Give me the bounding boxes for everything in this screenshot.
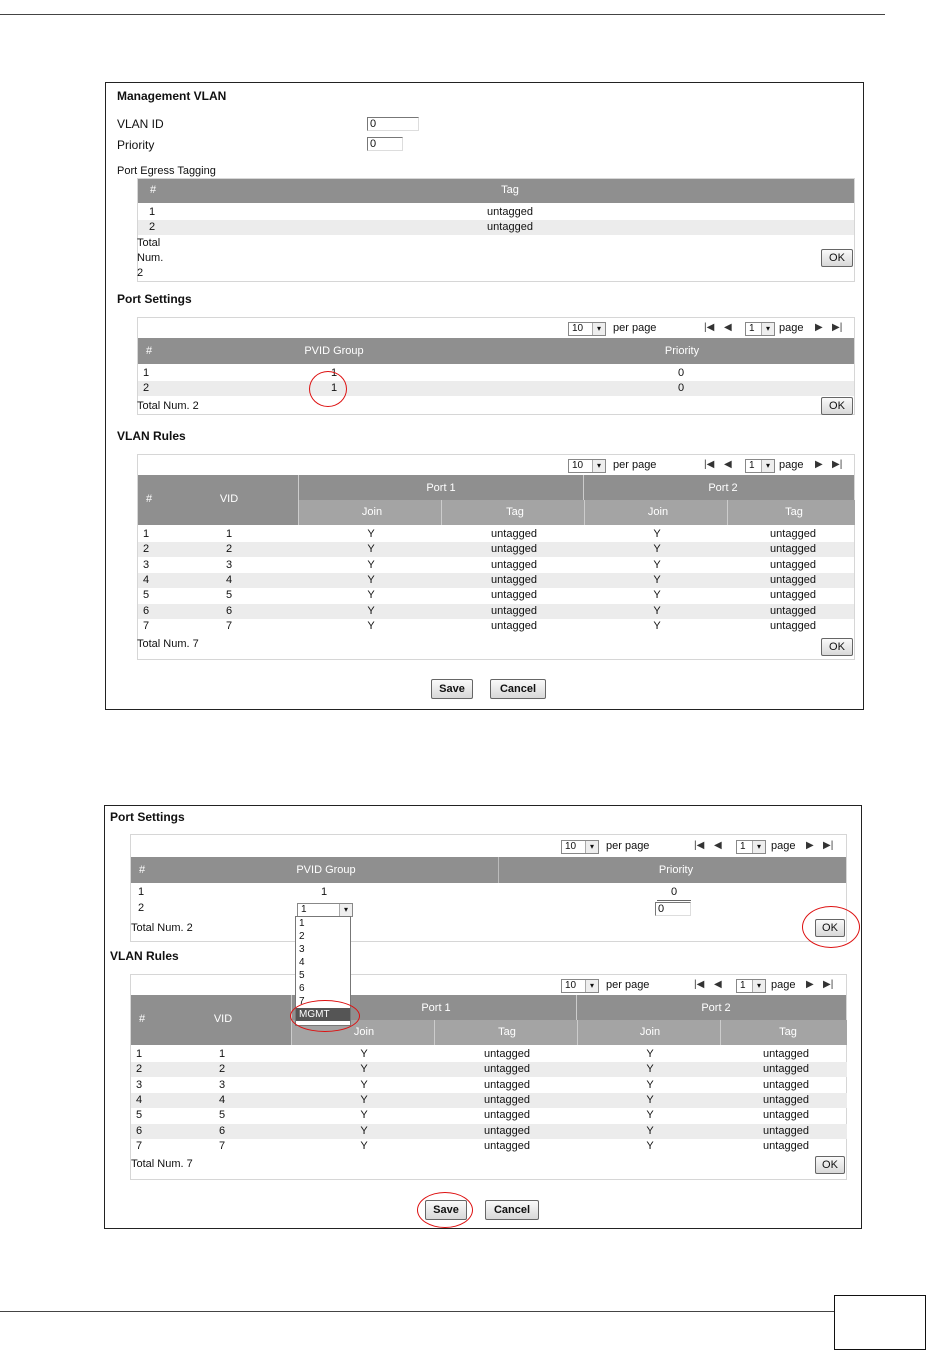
cell: untagged xyxy=(763,1048,809,1060)
first-page-icon[interactable]: |◀ xyxy=(704,459,715,470)
cell: untagged xyxy=(491,558,537,571)
header-rule xyxy=(0,14,885,15)
cell: 2 xyxy=(138,902,145,914)
cell: 6 xyxy=(225,604,233,617)
rules-header-num: # xyxy=(145,493,153,505)
cell: untagged xyxy=(491,604,537,617)
cell: 5 xyxy=(143,589,150,602)
cell: Y xyxy=(646,1124,654,1137)
vlan-rules-table xyxy=(137,454,855,660)
rules-sub-join2: Join xyxy=(647,506,669,518)
cell: untagged xyxy=(770,604,816,617)
cell: 1 xyxy=(143,528,150,540)
table-row xyxy=(138,619,854,634)
highlight-circle xyxy=(309,371,347,407)
cell: 1 xyxy=(136,1048,143,1060)
egress-total: Total Num. 2 xyxy=(137,237,164,279)
cell: Y xyxy=(367,558,375,571)
rules-subheader xyxy=(298,500,855,525)
cell: untagged xyxy=(763,1078,809,1091)
cell: untagged xyxy=(491,528,537,540)
dropdown-option[interactable]: 5 xyxy=(299,970,305,981)
cell: 2 xyxy=(136,1063,143,1076)
port-settings-table xyxy=(137,317,855,415)
cell: untagged xyxy=(763,1124,809,1137)
rules-sub-join2: Join xyxy=(639,1026,661,1038)
port-header xyxy=(138,338,854,364)
cell: Y xyxy=(367,604,375,617)
cell: untagged xyxy=(770,573,816,586)
port-settings-title: Port Settings xyxy=(110,810,185,824)
port-header xyxy=(131,857,846,883)
page-number-box xyxy=(834,1295,926,1350)
vlan-rules-title: VLAN Rules xyxy=(110,949,179,963)
cell: 0 xyxy=(670,886,678,898)
cell: 2 xyxy=(149,221,156,233)
save-button[interactable]: Save xyxy=(425,1200,467,1220)
first-page-icon[interactable]: |◀ xyxy=(704,322,715,333)
rules-sub-join1: Join xyxy=(353,1026,375,1038)
cell: untagged xyxy=(484,1109,530,1122)
port-ok-button[interactable]: OK xyxy=(815,919,845,937)
cell: 1 xyxy=(330,382,338,394)
cell: Y xyxy=(653,589,661,602)
table-row xyxy=(138,542,854,557)
cell: 6 xyxy=(143,604,150,617)
rules-header-vid: VID xyxy=(213,1013,233,1025)
per-page-label: per page xyxy=(613,322,657,334)
table-row xyxy=(138,205,854,220)
per-page-select[interactable]: 10 ▾ xyxy=(568,459,606,473)
table-row xyxy=(138,220,854,235)
cell: Y xyxy=(360,1063,368,1076)
cell: 3 xyxy=(225,558,233,571)
cell: 7 xyxy=(225,619,233,632)
next-page-icon[interactable]: ▶ xyxy=(806,979,814,990)
cancel-button[interactable]: Cancel xyxy=(490,679,546,699)
cell: Y xyxy=(367,619,375,632)
cell: Y xyxy=(360,1048,368,1060)
cell: untagged xyxy=(487,206,533,218)
priority-input[interactable]: 0 xyxy=(655,902,691,916)
cell: 0 xyxy=(677,382,685,394)
rules-header-vid: VID xyxy=(219,493,239,505)
last-page-icon[interactable]: ▶| xyxy=(832,459,843,470)
dropdown-option[interactable]: 1 xyxy=(299,918,305,929)
cell: 4 xyxy=(225,573,233,586)
port-header-num: # xyxy=(138,864,146,876)
vlan-rules-table xyxy=(130,974,847,1180)
highlight-circle xyxy=(802,906,860,948)
cell: Y xyxy=(646,1078,654,1091)
egress-header-num: # xyxy=(149,184,157,196)
per-page-select[interactable]: 10 ▾ xyxy=(561,979,599,993)
table-row xyxy=(131,1124,847,1139)
cell: 2 xyxy=(143,382,150,394)
cell: Y xyxy=(653,543,661,556)
cell: 6 xyxy=(218,1124,226,1137)
next-page-icon[interactable]: ▶ xyxy=(815,322,823,333)
cell: Y xyxy=(653,528,661,540)
rules-sub-tag2: Tag xyxy=(785,506,803,518)
page-label: page xyxy=(779,322,804,334)
cell: untagged xyxy=(763,1063,809,1076)
cell: untagged xyxy=(484,1139,530,1152)
vlan-id-input[interactable]: 0 xyxy=(367,117,419,131)
cell: untagged xyxy=(763,1093,809,1106)
cell: Y xyxy=(653,573,661,586)
cell: untagged xyxy=(770,589,816,602)
management-vlan-title: Management VLAN xyxy=(117,89,227,103)
rules-subheader xyxy=(291,1020,847,1045)
dropdown-option[interactable]: 4 xyxy=(299,957,305,968)
first-page-icon[interactable]: |◀ xyxy=(694,840,705,851)
cell: untagged xyxy=(484,1063,530,1076)
cell: 1 xyxy=(218,1048,226,1060)
port-header-num: # xyxy=(145,345,153,357)
cell: Y xyxy=(653,604,661,617)
rules-ok-button[interactable]: OK xyxy=(821,638,853,656)
port-ok-button[interactable]: OK xyxy=(821,397,853,415)
prev-page-icon[interactable]: ◀ xyxy=(724,322,732,333)
cell: untagged xyxy=(484,1048,530,1060)
cell: 0 xyxy=(677,367,685,379)
page-select[interactable]: 1 ▾ xyxy=(736,840,766,854)
per-page-label: per page xyxy=(606,840,650,852)
table-row xyxy=(131,1078,847,1093)
cell: Y xyxy=(360,1124,368,1137)
cell: untagged xyxy=(763,1109,809,1122)
table-row xyxy=(138,558,854,573)
cell: untagged xyxy=(484,1078,530,1091)
table-row xyxy=(138,588,854,603)
highlight-circle xyxy=(417,1192,473,1228)
cell: 2 xyxy=(225,543,233,556)
cell: untagged xyxy=(770,543,816,556)
cell: 4 xyxy=(218,1093,226,1106)
cell: 1 xyxy=(138,886,145,898)
last-page-icon[interactable]: ▶| xyxy=(823,840,834,851)
rules-header-port2: Port 2 xyxy=(701,1002,731,1014)
per-page-select[interactable]: 10 ▾ xyxy=(568,322,606,336)
cell: 5 xyxy=(225,589,233,602)
cell: 4 xyxy=(143,573,150,586)
rules-sub-tag2: Tag xyxy=(779,1026,797,1038)
cell: 1 xyxy=(225,528,233,540)
last-page-icon[interactable]: ▶| xyxy=(823,979,834,990)
egress-header-tag: Tag xyxy=(501,184,519,196)
highlight-circle xyxy=(290,1000,360,1032)
cell: 2 xyxy=(143,543,150,556)
prev-page-icon[interactable]: ◀ xyxy=(714,840,722,851)
save-button[interactable]: Save xyxy=(431,679,473,699)
dropdown-option[interactable]: 2 xyxy=(299,931,305,942)
cell: 1 xyxy=(320,886,328,898)
per-page-label: per page xyxy=(613,459,657,471)
table-row xyxy=(138,381,854,396)
cell: 3 xyxy=(143,558,150,571)
cell: 7 xyxy=(136,1139,143,1152)
cell: Y xyxy=(360,1093,368,1106)
cell: Y xyxy=(646,1048,654,1060)
page-label: page xyxy=(779,459,804,471)
port-header-priority: Priority xyxy=(658,864,694,876)
page-select[interactable]: 1 ▾ xyxy=(745,459,775,473)
rules-header-port1: Port 1 xyxy=(426,482,456,494)
next-page-icon[interactable]: ▶ xyxy=(815,459,823,470)
cell: untagged xyxy=(491,589,537,602)
rules-header-port2: Port 2 xyxy=(708,482,738,494)
cell: Y xyxy=(646,1063,654,1076)
cell: 2 xyxy=(218,1063,226,1076)
rules-total: Total Num. 7 xyxy=(137,638,199,650)
table-row xyxy=(131,901,846,916)
table-row xyxy=(138,366,854,381)
cell: Y xyxy=(646,1139,654,1152)
port-total: Total Num. 2 xyxy=(131,922,193,934)
cell: 1 xyxy=(149,206,156,218)
footer-rule xyxy=(0,1311,834,1312)
cell: Y xyxy=(646,1109,654,1122)
cell: untagged xyxy=(487,221,533,233)
port-total: Total Num. 2 xyxy=(137,400,199,412)
next-page-icon[interactable]: ▶ xyxy=(806,840,814,851)
rules-header-num: # xyxy=(138,1013,146,1025)
table-row xyxy=(131,1047,847,1062)
cell: Y xyxy=(360,1078,368,1091)
cell: 3 xyxy=(136,1078,143,1091)
port-settings-title: Port Settings xyxy=(117,292,192,306)
table-row xyxy=(138,604,854,619)
cell: Y xyxy=(367,528,375,540)
port-egress-tagging-label: Port Egress Tagging xyxy=(117,165,216,177)
port-header-priority: Priority xyxy=(664,345,700,357)
cell: 1 xyxy=(143,367,150,379)
cell: untagged xyxy=(484,1093,530,1106)
cell: 7 xyxy=(143,619,150,632)
cell: Y xyxy=(360,1109,368,1122)
cell: 5 xyxy=(218,1109,226,1122)
egress-ok-button[interactable]: OK xyxy=(821,249,853,267)
cell: untagged xyxy=(763,1139,809,1152)
priority-label: Priority xyxy=(117,138,155,152)
per-page-label: per page xyxy=(606,979,650,991)
port-header-pvid: PVID Group xyxy=(304,345,364,357)
table-row xyxy=(131,1139,847,1154)
cell: Y xyxy=(653,558,661,571)
screenshot-vlan-settings xyxy=(105,82,864,710)
cell: untagged xyxy=(491,573,537,586)
rules-ok-button[interactable]: OK xyxy=(815,1156,845,1174)
cell: Y xyxy=(653,619,661,632)
pvid-group-select[interactable]: 1 ▾ xyxy=(297,903,353,917)
vlan-rules-title: VLAN Rules xyxy=(117,429,186,443)
table-row xyxy=(138,573,854,588)
page-label: page xyxy=(771,840,796,852)
egress-header xyxy=(138,179,854,203)
cell: Y xyxy=(360,1139,368,1152)
table-row xyxy=(131,1108,847,1123)
rules-sub-tag1: Tag xyxy=(506,506,524,518)
cancel-button[interactable]: Cancel xyxy=(485,1200,539,1220)
cell: 5 xyxy=(136,1109,143,1122)
priority-input[interactable]: 0 xyxy=(367,137,403,151)
cell: 3 xyxy=(218,1078,226,1091)
cell: Y xyxy=(646,1093,654,1106)
dropdown-option[interactable]: 6 xyxy=(299,983,305,994)
dropdown-option[interactable]: MGMT xyxy=(296,1008,350,1021)
cell: untagged xyxy=(770,619,816,632)
rules-header-port1: Port 1 xyxy=(421,1002,451,1014)
rules-total: Total Num. 7 xyxy=(131,1158,193,1170)
cell: Y xyxy=(367,543,375,556)
screenshot-port-settings-mgmt xyxy=(104,805,862,1229)
table-row xyxy=(131,885,846,900)
rules-sub-tag1: Tag xyxy=(498,1026,516,1038)
first-page-icon[interactable]: |◀ xyxy=(694,979,705,990)
prev-page-icon[interactable]: ◀ xyxy=(714,979,722,990)
cell: 6 xyxy=(136,1124,143,1137)
cell: untagged xyxy=(770,528,816,540)
cell: 1 xyxy=(330,367,338,379)
prev-page-icon[interactable]: ◀ xyxy=(724,459,732,470)
per-page-select[interactable]: 10 ▾ xyxy=(561,840,599,854)
cell: Y xyxy=(367,573,375,586)
cell: 7 xyxy=(218,1139,226,1152)
cell: untagged xyxy=(770,558,816,571)
cell: untagged xyxy=(491,619,537,632)
port-settings-table xyxy=(130,834,847,942)
vlan-id-label: VLAN ID xyxy=(117,117,164,131)
dropdown-option[interactable]: 3 xyxy=(299,944,305,955)
rules-sub-join1: Join xyxy=(361,506,383,518)
cell: untagged xyxy=(484,1124,530,1137)
page-label: page xyxy=(771,979,796,991)
table-row xyxy=(131,1093,847,1108)
table-row xyxy=(138,527,854,542)
cell: Y xyxy=(367,589,375,602)
page-select[interactable]: 1 ▾ xyxy=(745,322,775,336)
last-page-icon[interactable]: ▶| xyxy=(832,322,843,333)
cell: 4 xyxy=(136,1093,143,1106)
table-row xyxy=(131,1062,847,1077)
cell: untagged xyxy=(491,543,537,556)
page-select[interactable]: 1 ▾ xyxy=(736,979,766,993)
port-header-pvid: PVID Group xyxy=(296,864,356,876)
dropdown-option[interactable]: 7 xyxy=(299,996,305,1007)
egress-table xyxy=(137,178,855,282)
